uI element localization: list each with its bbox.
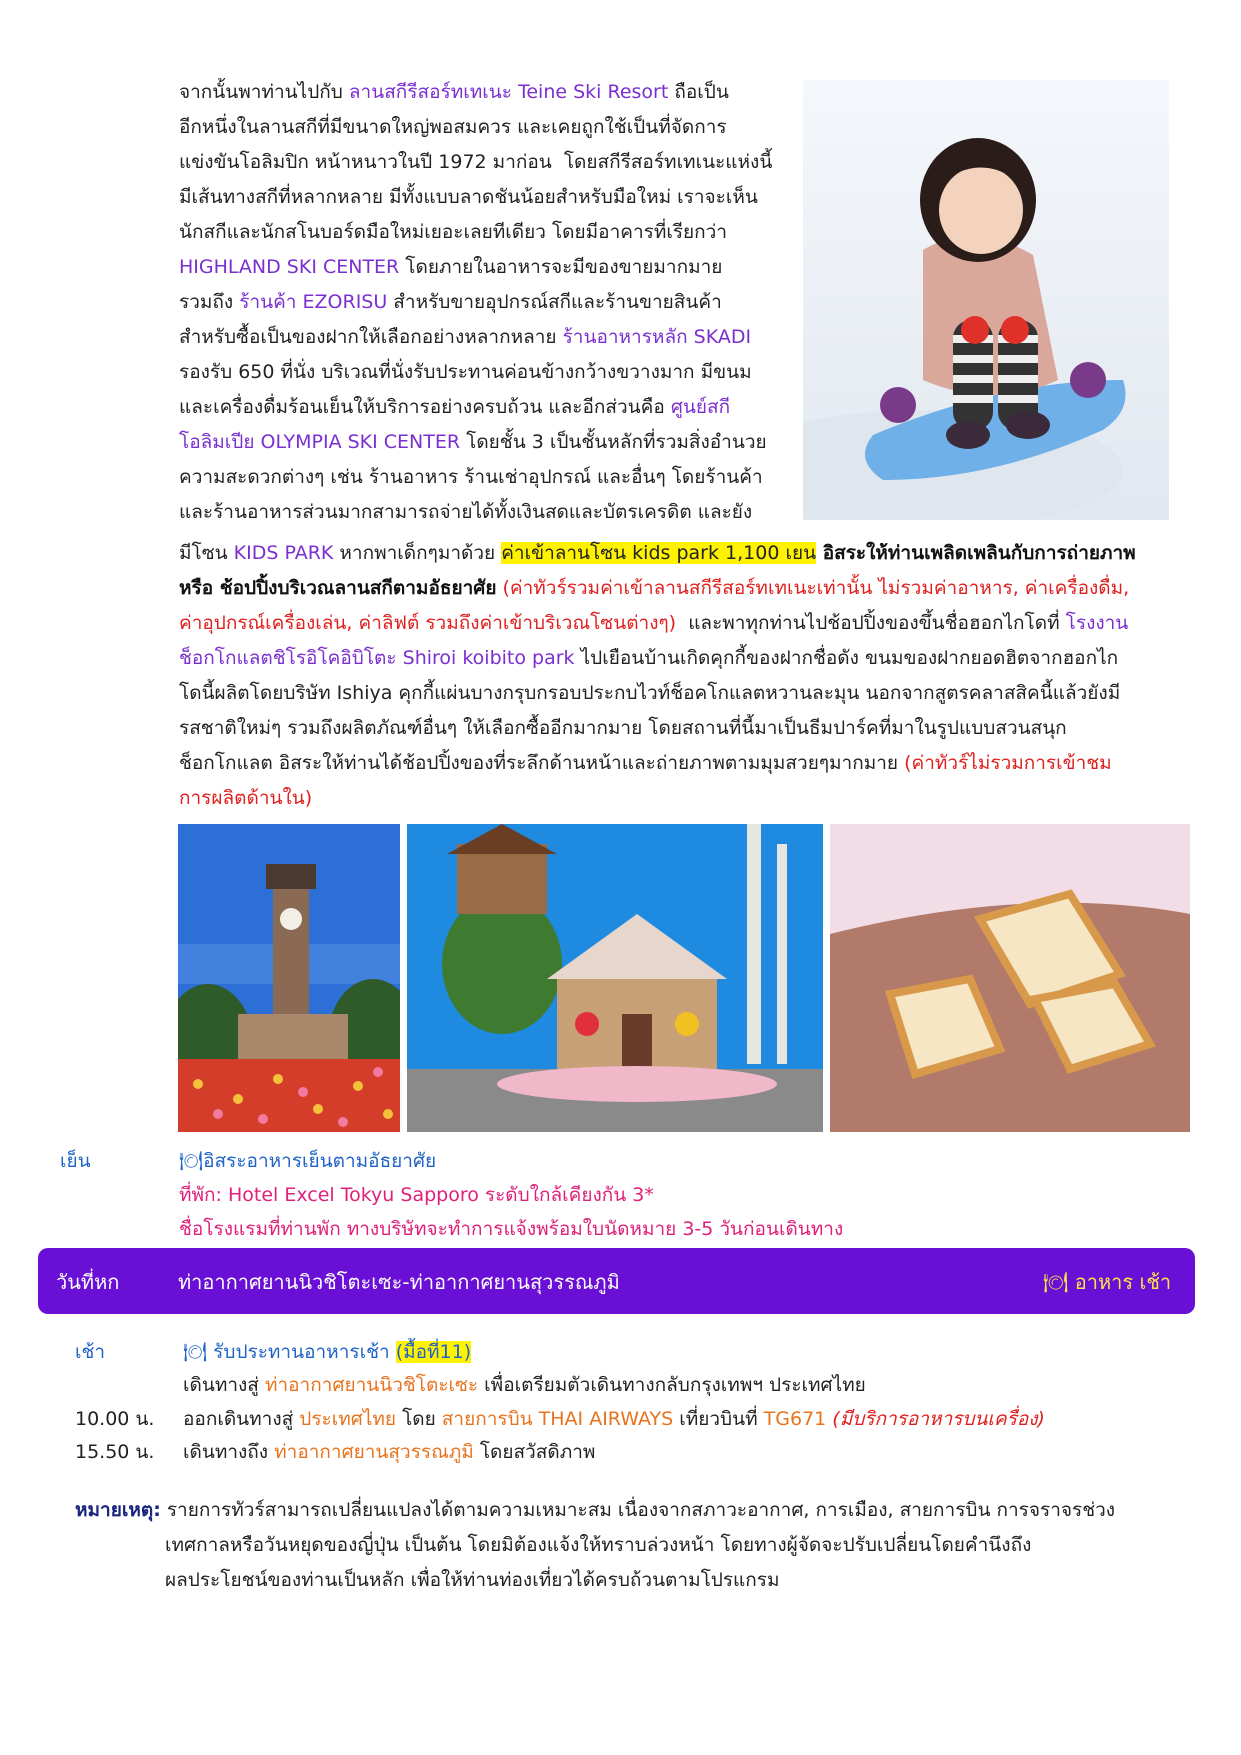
paragraph-line — [179, 781, 1169, 816]
paragraph-line — [179, 711, 1169, 746]
remark-label: หมายเหตุ: — [75, 1499, 161, 1521]
paragraph-line — [179, 215, 789, 250]
morning-label: เช้า — [75, 1341, 106, 1363]
hotel-notice: ชื่อโรงแรมที่ท่านพัก ทางบริษัทจะทำการแจ้งพร้อมใบนัดหมาย 3-5 วันก่อนเดินทาง — [179, 1218, 844, 1240]
intro-paragraph — [179, 75, 789, 530]
text-segment: ไปเยือนบ้านเกิดคุกกี้ของฝากชื่อดัง ขนมของฝากยอดฮิตจากฮอกไก — [574, 647, 1119, 669]
by-text: โดย — [396, 1408, 442, 1430]
text-segment: ค่าเข้าลานโซน kids park 1,100 เยน — [501, 542, 817, 564]
text-segment: (ค่าทัวร์ไม่รวมการเข้าชม — [904, 752, 1112, 774]
text-segment: ช็อกโกแลตชิโรอิโคอิบิโตะ Shiroi koibito park — [179, 647, 575, 669]
text-segment: แข่งขันโอลิมปิก หน้าหนาวในปี 1972 มาก่อน โดยสกีรีสอร์ทเทเนะแห่งนี้ — [179, 151, 773, 173]
paragraph-line — [179, 250, 789, 285]
text-segment: รสชาติใหม่ๆ รวมถึงผลิตภัณฑ์อื่นๆ ให้เลือกซื้ออีกมากมาย โดยสถานที่นี้มาเป็นธีมปาร์คที่มาในรูปแบบสวนสนุก — [179, 717, 1067, 739]
paragraph-line — [179, 606, 1169, 641]
text-segment: โดยชั้น 3 เป็นชั้นหลักที่รวมสิ่งอำนวย — [460, 431, 767, 453]
plate-icon: 🍽 — [183, 1341, 214, 1363]
text-segment: ความสะดวกต่างๆ เช่น ร้านอาหาร ร้านเช่าอุปกรณ์ และอื่นๆ โดยร้านค้า — [179, 466, 763, 488]
paragraph-line — [179, 75, 789, 110]
day-label: วันที่หก — [56, 1270, 120, 1294]
flight-text: เที่ยวบินที่ — [673, 1408, 764, 1430]
remark-text-1: รายการทัวร์สามารถเปลี่ยนแปลงได้ตามความเหมาะสม เนื่องจากสภาวะอากาศ, การเมือง, สายการบิน การจราจรช่วง — [160, 1499, 1116, 1521]
arrive-text: เดินทางถึง — [183, 1441, 275, 1463]
time-1550: 15.50 น. — [75, 1441, 155, 1463]
meal-service: (มีบริการอาหารบนเครื่อง) — [826, 1408, 1045, 1430]
breakfast-text: รับประทานอาหารเช้า — [213, 1341, 390, 1363]
text-segment: HIGHLAND SKI CENTER — [179, 256, 400, 278]
airline: สายการบิน THAI AIRWAYS — [441, 1408, 674, 1430]
remark-line-2: เทศกาลหรือวันหยุดของญี่ปุ่น เป็นต้น โดยมิต้องแจ้งให้ทราบล่วงหน้า โดยทางผู้จัดจะปรับเปลี่ยนโดยคำนึงถึง — [165, 1534, 1032, 1556]
breakfast-count: (มื้อที่11) — [395, 1341, 472, 1363]
text-segment: ร้านอาหารหลัก SKADI — [562, 326, 752, 348]
text-segment: รวมถึง — [179, 291, 240, 313]
text-segment: ร้านค้า EZORISU — [239, 291, 388, 313]
destination: ประเทศไทย — [299, 1408, 397, 1430]
text-segment: และพาทุกท่านไปช้อปปิ้งของขึ้นชื่อฮอกไกโดที่ — [676, 612, 1066, 634]
breakfast-line — [183, 1336, 471, 1369]
paragraph-line — [179, 676, 1169, 711]
full-width-paragraph — [179, 536, 1169, 816]
airport-name: ท่าอากาศยานนิวชิโตะเซะ — [264, 1374, 479, 1396]
paragraph-line — [179, 536, 1169, 571]
paragraph-line — [179, 355, 789, 390]
text-segment: จากนั้นพาท่านไปกับ — [179, 81, 349, 103]
plate-icon: 🍽 — [1043, 1270, 1075, 1294]
text-segment: โดยภายในอาหารจะมีของขายมากมาย — [399, 256, 723, 278]
text-segment: โอลิมเปีย OLYMPIA SKI CENTER — [179, 431, 461, 453]
meals-label — [1043, 1266, 1171, 1298]
sledding-child-photo — [803, 80, 1169, 520]
paragraph-line — [179, 110, 789, 145]
text-segment: KIDS PARK — [233, 542, 334, 564]
paragraph-line — [179, 145, 789, 180]
text-segment: ถือเป็น — [668, 81, 729, 103]
day-six-header — [38, 1248, 1195, 1314]
text-segment: หรือ ช้อปปิ้งบริเวณลานสกีตามอัธยาศัย — [179, 577, 497, 599]
transfer-text: เดินทางสู่ — [183, 1374, 265, 1396]
remark-line-1 — [75, 1494, 1115, 1527]
text-segment: และเครื่องดื่มร้อนเย็นให้บริการอย่างครบถ้วน และอีกส่วนคือ — [179, 396, 671, 418]
dinner-meal-text: อิสระอาหารเย็นตามอัธยาศัย — [203, 1150, 437, 1172]
dinner-meal — [179, 1145, 436, 1178]
text-segment: ค่าอุปกรณ์เครื่องเล่น, ค่าลิฟต์ รวมถึงค่าเข้าบริเวณโซนต่างๆ) — [179, 612, 677, 634]
paragraph-line — [179, 285, 789, 320]
text-segment: (ค่าทัวร์รวมค่าเข้าลานสกีรีสอร์ทเทเนะเท่านั้น ไม่รวมค่าอาหาร, ค่าเครื่องดื่ม, — [496, 577, 1130, 599]
text-segment: สำหรับซื้อเป็นของฝากให้เลือกอย่างหลากหลาย — [179, 326, 563, 348]
paragraph-line — [179, 460, 789, 495]
text-segment: มีเส้นทางสกีที่หลากหลาย มีทั้งแบบลาดชันน้อยสำหรับมือใหม่ เราจะเห็น — [179, 186, 758, 208]
text-segment: อิสระให้ท่านเพลิดเพลินกับการถ่ายภาพ — [816, 542, 1136, 564]
route-label: ท่าอากาศยานนิวชิโตะเซะ-ท่าอากาศยานสุวรรณภูมิ — [178, 1270, 620, 1294]
depart-text: ออกเดินทางสู่ — [183, 1408, 300, 1430]
transfer-purpose: เพื่อเตรียมตัวเดินทางกลับกรุงเทพฯ ประเทศไทย — [478, 1374, 866, 1396]
paragraph-line — [179, 571, 1169, 606]
arrival-airport: ท่าอากาศยานสุวรรณภูมิ — [274, 1441, 474, 1463]
paragraph-line — [179, 495, 789, 530]
transfer-line — [183, 1369, 866, 1402]
cookie-photo — [830, 824, 1190, 1132]
text-segment: และร้านอาหารส่วนมากสามารถจ่ายได้ทั้งเงินสดและบัตรเครดิต และยัง — [179, 501, 753, 523]
meals-text: อาหาร เช้า — [1074, 1270, 1172, 1294]
text-segment: หากพาเด็กๆมาด้วย — [333, 542, 502, 564]
arrival-line — [183, 1436, 595, 1469]
paragraph-line — [179, 641, 1169, 676]
safety-text: โดยสวัสดิภาพ — [473, 1441, 596, 1463]
paragraph-line — [179, 320, 789, 355]
flight-line — [183, 1403, 1045, 1436]
paragraph-line — [179, 746, 1169, 781]
hotel-line: ที่พัก: Hotel Excel Tokyu Sapporo ระดับใกล้เคียงกัน 3* — [179, 1184, 654, 1206]
time-1000: 10.00 น. — [75, 1408, 155, 1430]
plate-icon: 🍽 — [179, 1150, 204, 1172]
dinner-label: เย็น — [60, 1150, 91, 1172]
text-segment: การผลิตด้านใน) — [179, 787, 313, 809]
candy-house-photo — [407, 824, 823, 1132]
text-segment: สำหรับขายอุปกรณ์สกีและร้านขายสินค้า — [387, 291, 722, 313]
text-segment: ศูนย์สกี — [670, 396, 731, 418]
clock-tower-photo — [178, 824, 400, 1132]
text-segment: โรงงาน — [1065, 612, 1129, 634]
text-segment: ลานสกีรีสอร์ทเทเนะ Teine Ski Resort — [348, 81, 669, 103]
text-segment: มีโซน — [179, 542, 234, 564]
remark-line-3: ผลประโยชน์ของท่านเป็นหลัก เพื่อให้ท่านท่องเที่ยวได้ครบถ้วนตามโปรแกรม — [165, 1569, 780, 1591]
text-segment: ช็อกโกแลต อิสระให้ท่านได้ช้อปปิ้งของที่ระลึกด้านหน้าและถ่ายภาพตามมุมสวยๆมากมาย — [179, 752, 905, 774]
flight-number: TG671 — [763, 1408, 827, 1430]
text-segment: โดนี้ผลิตโดยบริษัท Ishiya คุกกี้แผ่นบางกรุบกรอบประกบไวท์ช็อคโกแลตหวานละมุน นอกจากสูตรคลาสสิคนี้แล้วยังมี — [179, 682, 1121, 704]
paragraph-line — [179, 390, 789, 425]
text-segment: นักสกีและนักสโนบอร์ดมือใหม่เยอะเลยทีเดียว โดยมีอาคารที่เรียกว่า — [179, 221, 728, 243]
text-segment: อีกหนึ่งในลานสกีที่มีขนาดใหญ่พอสมควร และเคยถูกใช้เป็นที่จัดการ — [179, 116, 727, 138]
paragraph-line — [179, 180, 789, 215]
text-segment: รองรับ 650 ที่นั่ง บริเวณที่นั่งรับประทานค่อนข้างกว้างขวางมาก มีขนม — [179, 361, 752, 383]
paragraph-line — [179, 425, 789, 460]
